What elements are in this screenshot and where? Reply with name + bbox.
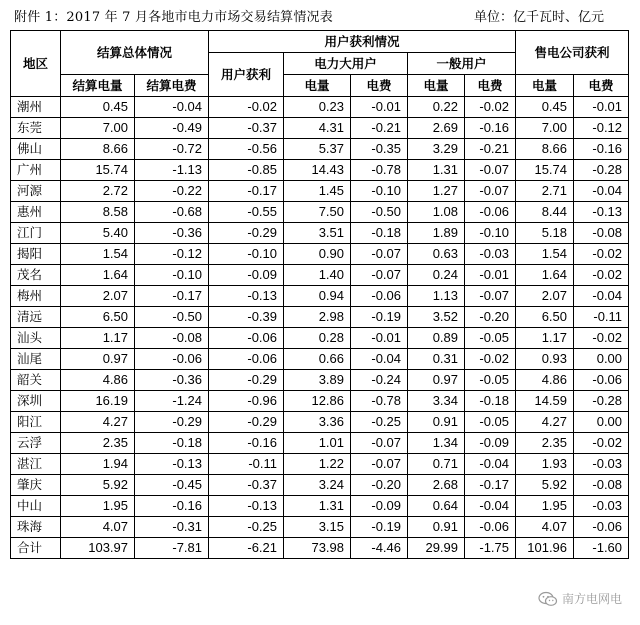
settlement-table [10,30,629,559]
settle-qty-cell: 0.97 [61,349,135,370]
settle-qty-cell: 2.35 [61,433,135,454]
large-qty-cell: 0.94 [284,286,351,307]
large-fee-cell: -0.21 [351,118,408,139]
settle-fee-cell: -1.24 [135,391,209,412]
region-cell: 合计 [11,538,61,559]
seller-qty-cell: 2.35 [516,433,574,454]
seller-qty-cell: 1.95 [516,496,574,517]
general-fee-cell: -0.07 [465,286,516,307]
general-qty-cell: 3.52 [408,307,465,328]
user-profit-cell: -0.13 [209,496,284,517]
settle-fee-cell: -0.04 [135,97,209,118]
general-qty-cell: 1.08 [408,202,465,223]
user-profit-cell: -0.37 [209,118,284,139]
table-row [11,139,629,160]
general-fee-cell: -0.01 [465,265,516,286]
large-fee-cell: -4.46 [351,538,408,559]
general-fee-cell: -0.07 [465,160,516,181]
settle-fee-cell: -0.06 [135,349,209,370]
general-fee-cell: -0.04 [465,454,516,475]
table-row [11,412,629,433]
large-qty-cell: 0.23 [284,97,351,118]
seller-qty-cell: 5.18 [516,223,574,244]
large-fee-cell: -0.10 [351,181,408,202]
general-qty-cell: 1.31 [408,160,465,181]
general-fee-cell: -0.07 [465,181,516,202]
large-qty-cell: 0.66 [284,349,351,370]
settle-qty-cell: 5.92 [61,475,135,496]
user-profit-cell: -0.85 [209,160,284,181]
table-row [11,433,629,454]
general-fee-cell: -0.05 [465,370,516,391]
region-cell: 广州 [11,160,61,181]
large-qty-cell: 0.28 [284,328,351,349]
header-user-profit: 用户获利 [209,53,284,97]
large-fee-cell: -0.06 [351,286,408,307]
settle-qty-cell: 1.54 [61,244,135,265]
settle-fee-cell: -7.81 [135,538,209,559]
seller-fee-cell: -0.16 [574,139,629,160]
header-general-user: 一般用户 [408,53,516,75]
table-row [11,475,629,496]
header-settle-qty: 结算电量 [61,75,135,97]
large-qty-cell: 3.89 [284,370,351,391]
user-profit-cell: -0.02 [209,97,284,118]
seller-fee-cell: -0.12 [574,118,629,139]
settle-qty-cell: 8.58 [61,202,135,223]
region-cell: 茂名 [11,265,61,286]
large-qty-cell: 1.40 [284,265,351,286]
header-user-benefit: 用户获利情况 [209,31,516,53]
region-cell: 惠州 [11,202,61,223]
settle-fee-cell: -0.10 [135,265,209,286]
user-profit-cell: -0.37 [209,475,284,496]
seller-fee-cell: -0.03 [574,454,629,475]
user-profit-cell: -0.25 [209,517,284,538]
header-general-qty: 电量 [408,75,465,97]
table-row [11,517,629,538]
large-qty-cell: 3.36 [284,412,351,433]
seller-fee-cell: -0.08 [574,223,629,244]
settle-fee-cell: -0.13 [135,454,209,475]
seller-fee-cell: -0.13 [574,202,629,223]
region-cell: 肇庆 [11,475,61,496]
seller-fee-cell: -0.08 [574,475,629,496]
general-qty-cell: 3.29 [408,139,465,160]
settle-fee-cell: -0.31 [135,517,209,538]
header-large-user: 电力大用户 [284,53,408,75]
region-cell: 佛山 [11,139,61,160]
user-profit-cell: -0.09 [209,265,284,286]
region-cell: 阳江 [11,412,61,433]
general-fee-cell: -0.10 [465,223,516,244]
large-fee-cell: -0.04 [351,349,408,370]
general-qty-cell: 1.34 [408,433,465,454]
settle-qty-cell: 0.45 [61,97,135,118]
header-large-qty: 电量 [284,75,351,97]
large-fee-cell: -0.78 [351,160,408,181]
large-fee-cell: -0.09 [351,496,408,517]
settle-qty-cell: 1.95 [61,496,135,517]
table-row [11,496,629,517]
seller-fee-cell: -0.11 [574,307,629,328]
general-qty-cell: 2.69 [408,118,465,139]
header-large-fee: 电费 [351,75,408,97]
region-cell: 梅州 [11,286,61,307]
general-qty-cell: 0.89 [408,328,465,349]
large-qty-cell: 14.43 [284,160,351,181]
seller-fee-cell: -0.04 [574,286,629,307]
general-qty-cell: 0.97 [408,370,465,391]
seller-qty-cell: 5.92 [516,475,574,496]
user-profit-cell: -0.39 [209,307,284,328]
region-cell: 湛江 [11,454,61,475]
general-fee-cell: -0.16 [465,118,516,139]
general-qty-cell: 0.91 [408,412,465,433]
table-row [11,118,629,139]
large-fee-cell: -0.20 [351,475,408,496]
general-qty-cell: 0.91 [408,517,465,538]
settle-qty-cell: 4.86 [61,370,135,391]
region-cell: 清远 [11,307,61,328]
user-profit-cell: -0.29 [209,412,284,433]
seller-fee-cell: -0.03 [574,496,629,517]
wechat-icon [538,591,558,607]
large-fee-cell: -0.01 [351,97,408,118]
large-qty-cell: 73.98 [284,538,351,559]
settle-qty-cell: 7.00 [61,118,135,139]
seller-fee-cell: -0.02 [574,328,629,349]
settle-qty-cell: 1.64 [61,265,135,286]
settle-fee-cell: -0.12 [135,244,209,265]
seller-qty-cell: 0.45 [516,97,574,118]
seller-qty-cell: 1.54 [516,244,574,265]
large-fee-cell: -0.24 [351,370,408,391]
settle-qty-cell: 16.19 [61,391,135,412]
table-row [11,370,629,391]
user-profit-cell: -0.96 [209,391,284,412]
general-qty-cell: 0.22 [408,97,465,118]
general-qty-cell: 0.31 [408,349,465,370]
seller-fee-cell: -0.06 [574,517,629,538]
general-fee-cell: -0.06 [465,202,516,223]
large-fee-cell: -0.25 [351,412,408,433]
large-fee-cell: -0.50 [351,202,408,223]
general-qty-cell: 3.34 [408,391,465,412]
settle-fee-cell: -0.17 [135,286,209,307]
user-profit-cell: -0.13 [209,286,284,307]
seller-fee-cell: -0.02 [574,433,629,454]
table-row [11,202,629,223]
page-title: 附件 1：2017 年 7 月各地市电力市场交易结算情况表 [14,10,333,25]
table-body [11,97,629,559]
large-fee-cell: -0.19 [351,517,408,538]
seller-qty-cell: 101.96 [516,538,574,559]
seller-qty-cell: 1.17 [516,328,574,349]
settle-qty-cell: 8.66 [61,139,135,160]
user-profit-cell: -0.06 [209,349,284,370]
general-fee-cell: -0.03 [465,244,516,265]
settle-fee-cell: -1.13 [135,160,209,181]
settle-fee-cell: -0.22 [135,181,209,202]
settle-qty-cell: 6.50 [61,307,135,328]
total-row [11,538,629,559]
general-fee-cell: -0.05 [465,412,516,433]
user-profit-cell: -0.11 [209,454,284,475]
large-qty-cell: 1.45 [284,181,351,202]
settle-qty-cell: 5.40 [61,223,135,244]
unit-label: 单位：亿千瓦时、亿元 [473,10,604,25]
general-fee-cell: -0.21 [465,139,516,160]
seller-qty-cell: 8.66 [516,139,574,160]
settle-fee-cell: -0.68 [135,202,209,223]
region-cell: 汕尾 [11,349,61,370]
settle-qty-cell: 4.27 [61,412,135,433]
seller-qty-cell: 4.27 [516,412,574,433]
general-qty-cell: 1.13 [408,286,465,307]
settle-qty-cell: 2.07 [61,286,135,307]
large-qty-cell: 5.37 [284,139,351,160]
table-row [11,454,629,475]
settle-fee-cell: -0.36 [135,223,209,244]
settle-qty-cell: 1.94 [61,454,135,475]
header-settle-fee: 结算电费 [135,75,209,97]
seller-qty-cell: 14.59 [516,391,574,412]
user-profit-cell: -0.17 [209,181,284,202]
general-fee-cell: -0.02 [465,349,516,370]
seller-fee-cell: -0.28 [574,391,629,412]
region-cell: 中山 [11,496,61,517]
large-fee-cell: -0.19 [351,307,408,328]
seller-fee-cell: -0.02 [574,244,629,265]
settle-qty-cell: 15.74 [61,160,135,181]
user-profit-cell: -0.29 [209,370,284,391]
large-qty-cell: 0.90 [284,244,351,265]
seller-qty-cell: 0.93 [516,349,574,370]
large-fee-cell: -0.07 [351,265,408,286]
seller-fee-cell: -0.28 [574,160,629,181]
general-qty-cell: 0.71 [408,454,465,475]
user-profit-cell: -0.56 [209,139,284,160]
region-cell: 东莞 [11,118,61,139]
large-qty-cell: 7.50 [284,202,351,223]
large-qty-cell: 1.01 [284,433,351,454]
large-qty-cell: 2.98 [284,307,351,328]
general-fee-cell: -0.02 [465,97,516,118]
settle-qty-cell: 2.72 [61,181,135,202]
table-row [11,349,629,370]
general-qty-cell: 1.89 [408,223,465,244]
general-qty-cell: 1.27 [408,181,465,202]
large-fee-cell: -0.07 [351,454,408,475]
general-fee-cell: -0.18 [465,391,516,412]
large-qty-cell: 3.51 [284,223,351,244]
large-qty-cell: 1.22 [284,454,351,475]
large-fee-cell: -0.01 [351,328,408,349]
user-profit-cell: -0.06 [209,328,284,349]
user-profit-cell: -6.21 [209,538,284,559]
general-qty-cell: 0.24 [408,265,465,286]
settle-fee-cell: -0.36 [135,370,209,391]
region-cell: 韶关 [11,370,61,391]
general-qty-cell: 0.63 [408,244,465,265]
table-row [11,265,629,286]
large-qty-cell: 3.24 [284,475,351,496]
general-qty-cell: 2.68 [408,475,465,496]
general-fee-cell: -0.09 [465,433,516,454]
settle-fee-cell: -0.72 [135,139,209,160]
user-profit-cell: -0.16 [209,433,284,454]
header-settlement-total: 结算总体情况 [61,31,209,75]
seller-qty-cell: 2.07 [516,286,574,307]
watermark [538,590,622,607]
large-fee-cell: -0.78 [351,391,408,412]
large-fee-cell: -0.07 [351,433,408,454]
general-fee-cell: -0.06 [465,517,516,538]
table-row [11,328,629,349]
table-row [11,307,629,328]
table-row [11,160,629,181]
seller-qty-cell: 15.74 [516,160,574,181]
settle-fee-cell: -0.50 [135,307,209,328]
general-qty-cell: 0.64 [408,496,465,517]
user-profit-cell: -0.29 [209,223,284,244]
large-qty-cell: 12.86 [284,391,351,412]
large-qty-cell: 3.15 [284,517,351,538]
settle-fee-cell: -0.16 [135,496,209,517]
seller-qty-cell: 8.44 [516,202,574,223]
region-cell: 江门 [11,223,61,244]
region-cell: 云浮 [11,433,61,454]
seller-fee-cell: 0.00 [574,412,629,433]
region-cell: 汕头 [11,328,61,349]
seller-fee-cell: -0.01 [574,97,629,118]
general-fee-cell: -0.04 [465,496,516,517]
table-row [11,223,629,244]
large-qty-cell: 4.31 [284,118,351,139]
seller-qty-cell: 4.86 [516,370,574,391]
settle-fee-cell: -0.08 [135,328,209,349]
settle-qty-cell: 4.07 [61,517,135,538]
seller-qty-cell: 2.71 [516,181,574,202]
region-cell: 潮州 [11,97,61,118]
region-cell: 揭阳 [11,244,61,265]
table-row [11,391,629,412]
table-row [11,181,629,202]
large-fee-cell: -0.07 [351,244,408,265]
region-cell: 河源 [11,181,61,202]
seller-fee-cell: -0.04 [574,181,629,202]
seller-qty-cell: 1.93 [516,454,574,475]
table-row [11,97,629,118]
settle-qty-cell: 103.97 [61,538,135,559]
region-cell: 深圳 [11,391,61,412]
settle-fee-cell: -0.49 [135,118,209,139]
settle-qty-cell: 1.17 [61,328,135,349]
header-general-fee: 电费 [465,75,516,97]
watermark-text: 南方电网电 [561,592,622,606]
seller-fee-cell: 0.00 [574,349,629,370]
seller-fee-cell: -0.06 [574,370,629,391]
header-seller-qty: 电量 [516,75,574,97]
large-fee-cell: -0.18 [351,223,408,244]
settle-fee-cell: -0.29 [135,412,209,433]
seller-fee-cell: -1.60 [574,538,629,559]
seller-qty-cell: 7.00 [516,118,574,139]
region-cell: 珠海 [11,517,61,538]
large-qty-cell: 1.31 [284,496,351,517]
user-profit-cell: -0.10 [209,244,284,265]
header-region: 地区 [11,31,61,97]
seller-qty-cell: 4.07 [516,517,574,538]
general-fee-cell: -0.05 [465,328,516,349]
large-fee-cell: -0.35 [351,139,408,160]
table-row [11,244,629,265]
user-profit-cell: -0.55 [209,202,284,223]
header-seller-fee: 电费 [574,75,629,97]
seller-qty-cell: 1.64 [516,265,574,286]
general-fee-cell: -0.17 [465,475,516,496]
table-row [11,286,629,307]
general-fee-cell: -1.75 [465,538,516,559]
header-seller-benefit: 售电公司获利 [516,31,629,75]
settle-fee-cell: -0.18 [135,433,209,454]
general-fee-cell: -0.20 [465,307,516,328]
general-qty-cell: 29.99 [408,538,465,559]
seller-qty-cell: 6.50 [516,307,574,328]
seller-fee-cell: -0.02 [574,265,629,286]
settle-fee-cell: -0.45 [135,475,209,496]
